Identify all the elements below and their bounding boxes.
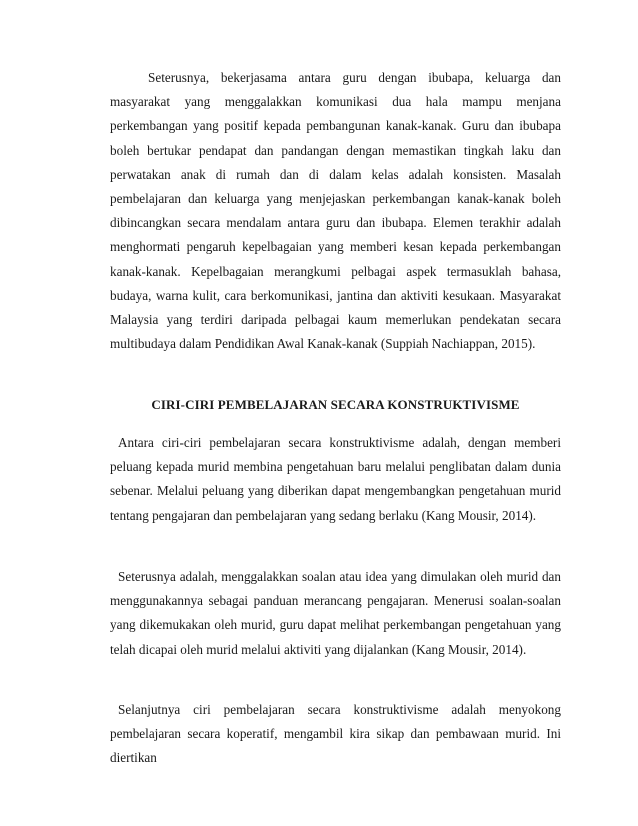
body-paragraph: Seterusnya adalah, menggalakkan soalan atau idea yang dimulakan oleh murid dan menggunakannya sebagai panduan merancang pengajaran. Menerusi soalan-soalan yang dikemukakan oleh murid, guru dapat melihat perkembangan pengetahuan yang telah dicapai oleh murid melalui aktiviti yang dijalankan (Kang Mousir, 2014). <box>110 569 561 657</box>
body-paragraph: Selanjutnya ciri pembelajaran secara konstruktivisme adalah menyokong pembelajaran secara koperatif, mengambil kira sikap dan pembawaan murid. Ini diertikan <box>110 702 561 766</box>
body-paragraph: Antara ciri-ciri pembelajaran secara konstruktivisme adalah, dengan memberi peluang kepada murid membina pengetahuan baru melalui penglibatan dalam dunia sebenar. Melalui peluang yang diberikan dapat mengembangkan pengetahuan murid tentang pengajaran dan pembelajaran yang sedang berlaku (Kang Mousir, 2014). <box>110 435 561 523</box>
section-heading: CIRI-CIRI PEMBELAJARAN SECARA KONSTRUKTIVISME <box>151 397 520 412</box>
body-paragraph: Seterusnya, bekerjasama antara guru dengan ibubapa, keluarga dan masyarakat yang menggalakkan komunikasi dua hala mampu menjana perkembangan yang positif kepada pembangunan kanak-kanak. Guru dan ibubapa boleh bertukar pendapat dan pandangan dengan memastikan tingkah laku dan perwatakan anak di rumah dan di dalam kelas adalah konsisten. Masalah pembelajaran dan keluarga yang menjejaskan perkembangan kanak-kanak boleh dibincangkan secara mendalam antara guru dan ibubapa. Elemen terakhir adalah menghormati pengaruh kepelbagaian yang memberi kesan kepada perkembangan kanak-kanak. Kepelbagaian merangkumi pelbagai aspek termasuklah bahasa, budaya, warna kulit, cara berkomunikasi, jantina dan aktiviti kesukaan. Masyarakat Malaysia yang terdiri daripada pelbagai kaum memerlukan pendekatan secara multibudaya dalam Pendidikan Awal Kanak-kanak (Suppiah Nachiappan, 2015). <box>110 70 561 352</box>
